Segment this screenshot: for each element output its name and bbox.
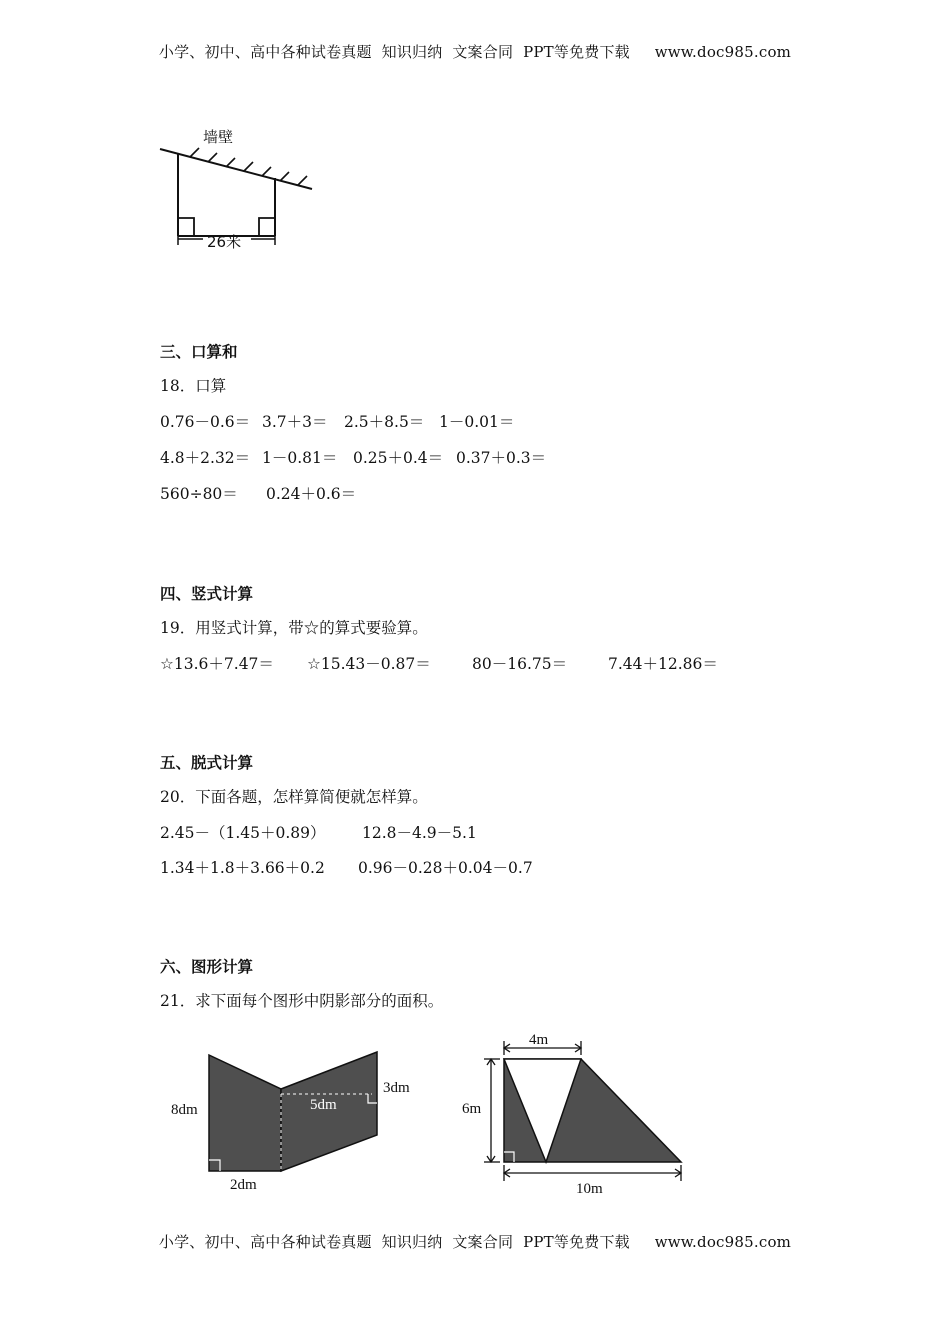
q19-item: 7.44＋12.86＝ bbox=[608, 655, 718, 673]
fig1-mid-label: 5dm bbox=[310, 1097, 337, 1113]
q20-item: 1.34＋1.8＋3.66＋0.2 bbox=[160, 859, 325, 877]
q20-prompt: 20．下面各题，怎样算简便就怎样算。 bbox=[160, 788, 428, 806]
wall-figure bbox=[155, 120, 325, 260]
fig1-right-label: 3dm bbox=[383, 1080, 410, 1096]
q18-item: 3.7＋3＝ bbox=[262, 413, 328, 431]
wall-base-label: 26米 bbox=[207, 233, 242, 251]
fig1-base-label: 2dm bbox=[230, 1177, 257, 1193]
shaded-figure-1 bbox=[165, 1038, 425, 1198]
page-header: 小学、初中、高中各种试卷真题 知识归纳 文案合同 PPT等免费下载 www.doc985.com bbox=[158, 43, 792, 61]
fig2-base-label: 10m bbox=[576, 1181, 603, 1197]
section5-title: 五、脱式计算 bbox=[160, 754, 254, 772]
wall-line bbox=[160, 149, 312, 189]
q21-prompt: 21．求下面每个图形中阴影部分的面积。 bbox=[160, 992, 444, 1010]
q18-item: 0.24＋0.6＝ bbox=[266, 485, 357, 503]
q19-prompt: 19．用竖式计算，带☆的算式要验算。 bbox=[160, 619, 428, 637]
section3-title: 三、口算和 bbox=[160, 343, 238, 361]
q18-item: 0.25＋0.4＝ bbox=[353, 449, 444, 467]
q18-item: 1－0.81＝ bbox=[262, 449, 338, 467]
q19-item: 80－16.75＝ bbox=[472, 655, 568, 673]
q19-item: ☆15.43－0.87＝ bbox=[307, 655, 431, 673]
fig2-top-label: 4m bbox=[529, 1032, 549, 1048]
q20-item: 12.8－4.9－5.1 bbox=[362, 824, 477, 842]
fig2-height-label: 6m bbox=[462, 1101, 482, 1117]
shaded-region-left bbox=[209, 1055, 281, 1171]
q18-item: 2.5＋8.5＝ bbox=[344, 413, 425, 431]
q18-item: 1－0.01＝ bbox=[439, 413, 515, 431]
wall-label: 墙壁 bbox=[203, 128, 234, 146]
section4-title: 四、竖式计算 bbox=[160, 585, 254, 603]
q20-item: 0.96－0.28＋0.04－0.7 bbox=[358, 859, 533, 877]
q18-prompt: 18．口算 bbox=[160, 377, 227, 395]
q18-item: 0.37＋0.3＝ bbox=[456, 449, 547, 467]
shaded-figure-2 bbox=[460, 1025, 720, 1200]
q20-item: 2.45－（1.45＋0.89） bbox=[160, 824, 326, 842]
page-footer: 小学、初中、高中各种试卷真题 知识归纳 文案合同 PPT等免费下载 www.doc985.com bbox=[158, 1233, 792, 1251]
fig1-left-label: 8dm bbox=[171, 1102, 198, 1118]
section6-title: 六、图形计算 bbox=[160, 958, 254, 976]
q18-item: 560÷80＝ bbox=[160, 485, 238, 503]
q18-item: 4.8＋2.32＝ bbox=[160, 449, 251, 467]
q18-item: 0.76－0.6＝ bbox=[160, 413, 251, 431]
q19-item: ☆13.6＋7.47＝ bbox=[160, 655, 274, 673]
